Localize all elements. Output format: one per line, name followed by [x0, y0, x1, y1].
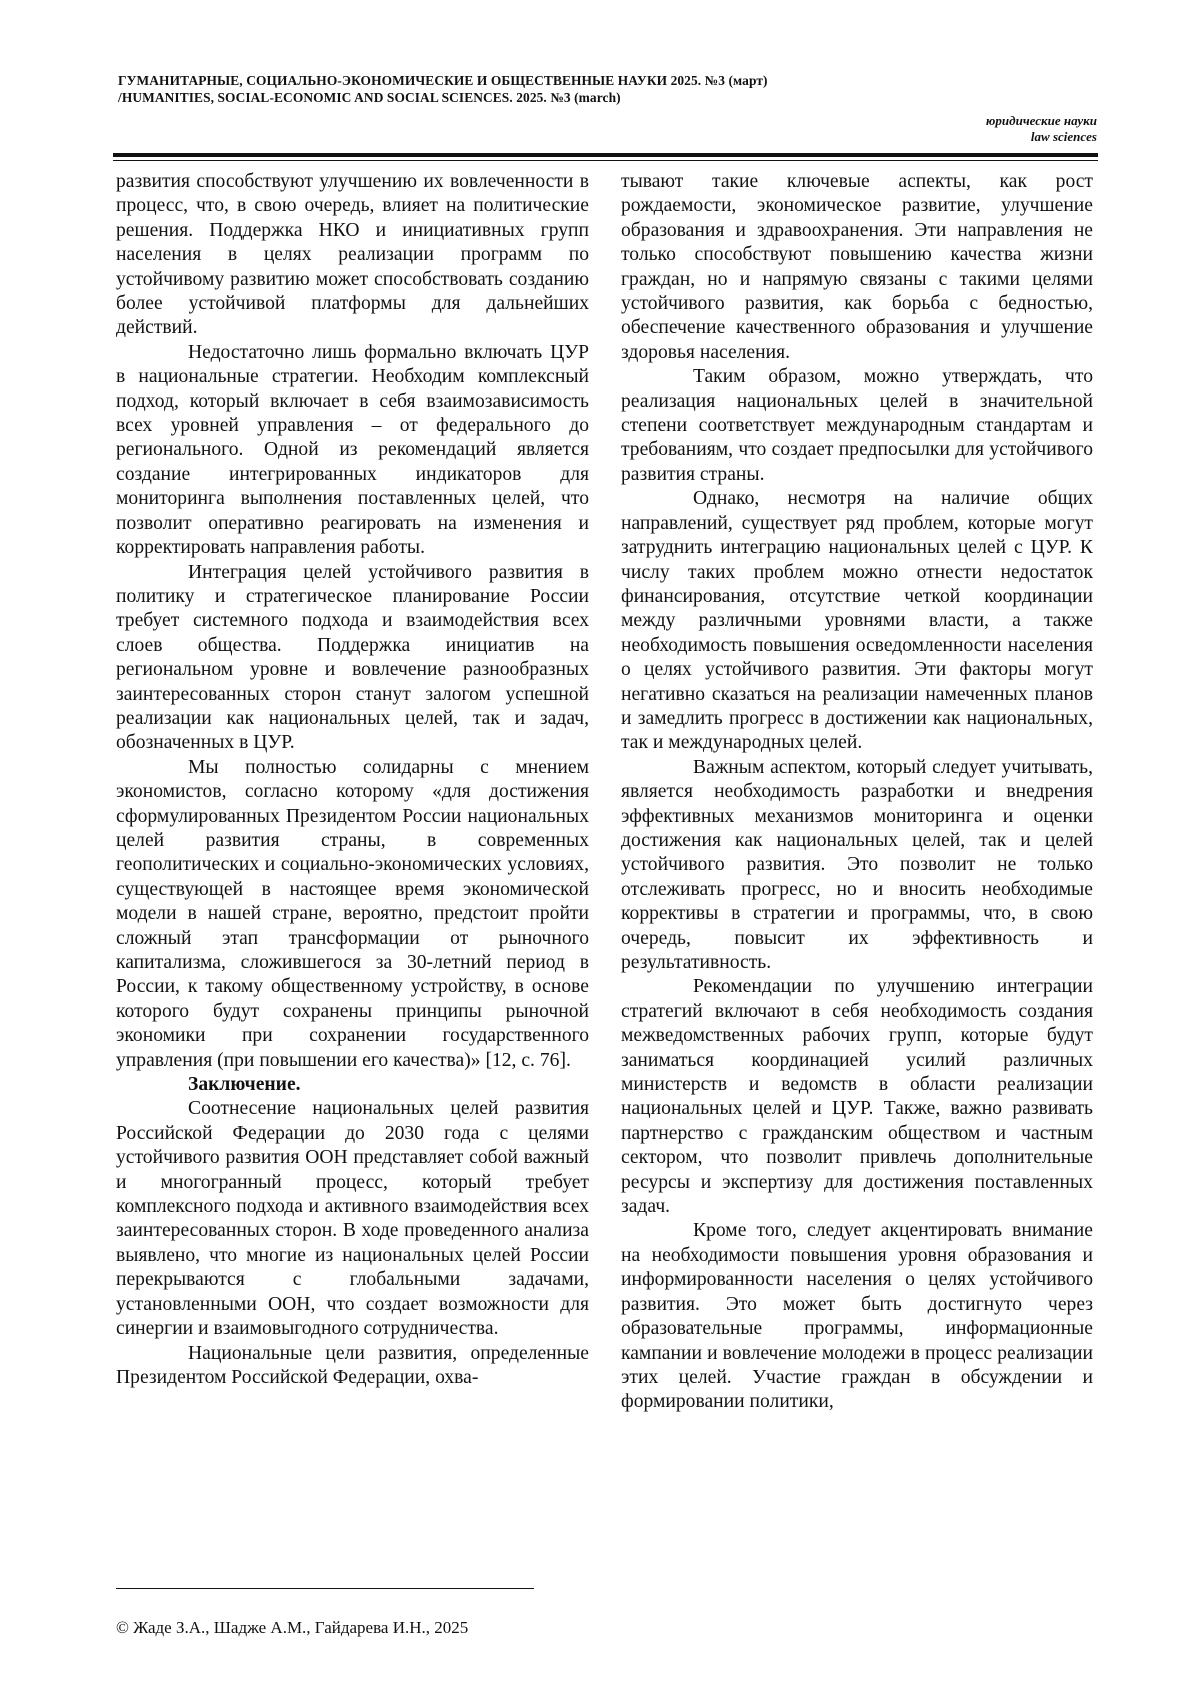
rubric-ru: юридические науки: [985, 113, 1097, 128]
copyright-note: © Жаде З.А., Шадже А.М., Гайдарева И.Н., 2025: [116, 1618, 469, 1637]
paragraph: Таким образом, можно утверждать, что реализация национальных целей в значительной степени соответствует международным стандартам и требованиям, что создает предпосылки для устойчивого развития страны.: [621, 366, 1093, 485]
paragraph: Соотнесение национальных целей развития Российской Федерации до 2030 года с целями устойчивого развития ООН представляет собой важный и многогранный процесс, который требует комплексного подхода и активного взаимодействия всех заинтересованных сторон. В ходе проведенного анализа выявлено, что многие из национальных целей России перекрываются с глобальными задачами, установленными ООН, что создает возможности для синергии и взаимовыгодного сотрудничества.: [116, 1098, 589, 1340]
journal-title-en: /HUMANITIES, SOCIAL-ECONOMIC AND SOCIAL SCIENCES. 2025. №3 (march): [118, 90, 621, 105]
paragraph: развития способствуют улучшению их вовлеченности в процесс, что, в свою очередь, влияет на политические решения. Поддержка НКО и инициативных групп населения в целях реализации программ по устойчивому развитию может способствовать созданию более устойчивой платформы для дальнейших действий.: [116, 171, 589, 339]
paragraph: Важным аспектом, который следует учитывать, является необходимость разработки и внедрения эффективных механизмов мониторинга и оценки достижения как национальных целей, так и целей устойчивого развития. Это позволит не только отслеживать прогресс, но и вносить необходимые коррективы в стратегии и программы, что, в свою очередь, повысит их эффективность и результативность.: [621, 756, 1093, 973]
right-column: [621, 170, 1093, 1415]
rubric: [986, 113, 1097, 145]
left-column: [116, 170, 589, 1390]
conclusion-heading: Заключение.: [188, 1074, 301, 1096]
rubric-en: law sciences: [1030, 129, 1097, 144]
header-rule-thin: [113, 160, 1098, 161]
paragraph: Интеграция целей устойчивого развития в политику и стратегическое планирование России требует системного подхода и взаимодействия всех слоев общества. Поддержка инициатив на региональном уровне и вовлечение разнообразных заинтересованных сторон станут залогом успешной реализации как национальных целей, так и задач, обозначенных в ЦУР.: [116, 561, 589, 754]
paragraph: Недостаточно лишь формально включать ЦУР в национальные стратегии. Необходим комплексный подход, который включает в себя взаимозависимость всех уровней управления – от федерального до регионального. Одной из рекомендаций является создание интегрированных индикаторов для мониторинга выполнения поставленных целей, что позволит оперативно реагировать на изменения и корректировать направления работы.: [116, 341, 589, 559]
journal-title-ru: ГУМАНИТАРНЫЕ, СОЦИАЛЬНО-ЭКОНОМИЧЕСКИЕ И ОБЩЕСТВЕННЫЕ НАУКИ 2025. №3 (март): [118, 73, 768, 88]
header-rule-thick: [113, 153, 1098, 157]
paragraph: Рекомендации по улучшению интеграции стратегий включают в себя необходимость создания межведомственных рабочих групп, которые будут заниматься координацией усилий различных министерств и ведомств в области реализации национальных целей и ЦУР. Также, важно развивать партнерство с гражданским обществом и частным сектором, что позволит привлечь дополнительные ресурсы и экспертизу для достижения поставленных задач.: [621, 976, 1093, 1218]
paragraph: Однако, несмотря на наличие общих направлений, существует ряд проблем, которые могут затруднить интеграцию национальных целей с ЦУР. К числу таких проблем можно отнести недостаток финансирования, отсутствие четкой координации между различными уровнями власти, а также необходимость повышения осведомленности населения о целях устойчивого развития. Эти факторы могут негативно сказаться на реализации намеченных планов и замедлить прогресс в достижении как национальных, так и международных целей.: [621, 488, 1093, 754]
footnote-rule: [116, 1588, 534, 1589]
journal-title: [118, 72, 1098, 106]
paragraph: Мы полностью солидарны с мнением экономистов, согласно которому «для достижения сформулированных Президентом России национальных целей развития страны, в современных геополитических и социально-экономических условиях, существующей в настоящее время экономической модели в нашей стране, вероятно, предстоит пройти сложный этап трансформации от рыночного капитализма, сложившегося за 30-летний период в России, к такому общественному устройству, в основе которого будут сохранены принципы рыночной экономики при сохранении государственного управления (при повышении его качества)» [12, с. 76].: [116, 756, 589, 1071]
paragraph: Национальные цели развития, определенные Президентом Российской Федерации, охва-: [116, 1342, 589, 1388]
paragraph: тывают такие ключевые аспекты, как рост рождаемости, экономическое развитие, улучшение образования и здравоохранения. Эти направления не только способствуют повышению качества жизни граждан, но и напрямую связаны с такими целями устойчивого развития, как борьба с бедностью, обеспечение качественного образования и улучшение здоровья населения.: [621, 171, 1093, 363]
paragraph: Кроме того, следует акцентировать внимание на необходимости повышения уровня образования и информированности населения о целях устойчивого развития. Это может быть достигнуто через образовательные программы, информационные кампании и вовлечение молодежи в процесс реализации этих целей. Участие граждан в обсуждении и формировании политики,: [621, 1220, 1093, 1413]
